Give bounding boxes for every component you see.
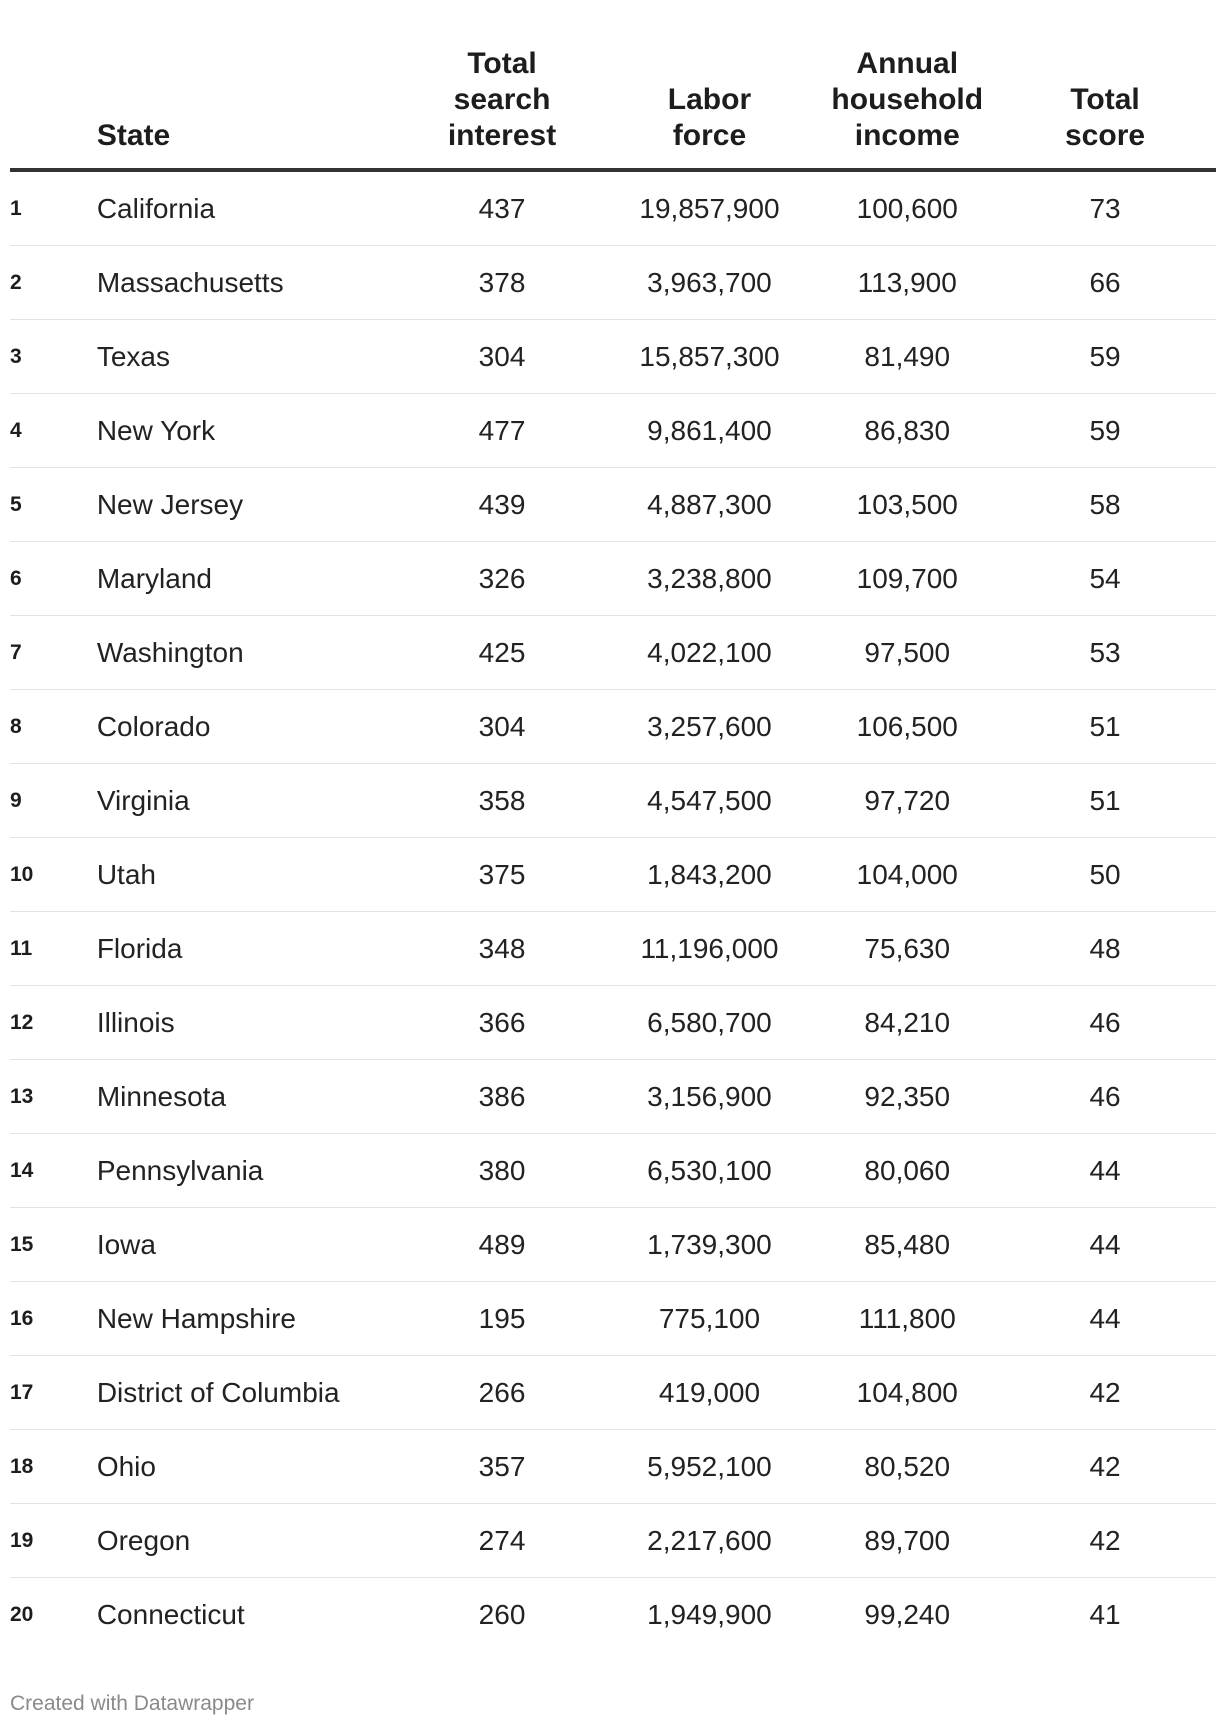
table-row xyxy=(10,912,1216,986)
table-row xyxy=(10,246,1216,320)
state-cell: Virginia xyxy=(96,784,190,816)
total-score-cell: 54 xyxy=(1089,562,1121,594)
table-row xyxy=(10,468,1216,542)
search-interest-cell: 425 xyxy=(478,636,526,668)
household-income-cell: 109,700 xyxy=(856,562,958,594)
search-interest-cell: 358 xyxy=(478,784,526,816)
state-cell: Pennsylvania xyxy=(96,1154,264,1186)
table-row xyxy=(10,320,1216,394)
rank-cell: 5 xyxy=(10,492,22,516)
total-score-cell: 66 xyxy=(1089,266,1121,298)
labor-force-cell: 3,156,900 xyxy=(647,1080,772,1112)
labor-force-cell: 2,217,600 xyxy=(647,1524,772,1556)
household-income-cell: 92,350 xyxy=(864,1080,951,1112)
household-income-cell: 80,520 xyxy=(864,1450,951,1482)
state-cell: Utah xyxy=(96,858,156,890)
data-table xyxy=(10,40,1216,1652)
household-income-cell: 99,240 xyxy=(864,1599,951,1630)
table-row xyxy=(10,1060,1216,1134)
table-row xyxy=(10,1578,1216,1652)
labor-force-cell: 11,196,000 xyxy=(640,932,779,964)
header-total-score: Total score xyxy=(1065,83,1146,152)
total-score-cell: 41 xyxy=(1089,1599,1121,1630)
state-cell: Iowa xyxy=(96,1228,156,1260)
table-row xyxy=(10,1504,1216,1578)
household-income-cell: 97,500 xyxy=(864,636,951,668)
labor-force-cell: 6,530,100 xyxy=(647,1154,772,1186)
search-interest-cell: 326 xyxy=(478,562,526,594)
total-score-cell: 46 xyxy=(1089,1080,1121,1112)
rank-cell: 3 xyxy=(10,344,22,368)
rank-cell: 10 xyxy=(10,862,34,886)
state-cell: New Hampshire xyxy=(96,1302,296,1334)
labor-force-cell: 9,861,400 xyxy=(647,414,772,446)
total-score-cell: 53 xyxy=(1089,636,1121,668)
state-cell: Connecticut xyxy=(96,1599,245,1630)
table-row xyxy=(10,394,1216,468)
header-labor-force: Labor force xyxy=(667,83,752,152)
state-cell: Massachusetts xyxy=(96,266,284,298)
table-row xyxy=(10,1208,1216,1282)
state-cell: New York xyxy=(96,414,216,446)
state-cell: Florida xyxy=(96,932,183,964)
state-cell: New Jersey xyxy=(96,488,244,520)
state-cell: Texas xyxy=(96,340,170,372)
rank-cell: 11 xyxy=(10,936,33,960)
labor-force-cell: 1,949,900 xyxy=(647,1599,772,1630)
search-interest-cell: 386 xyxy=(478,1080,526,1112)
rank-cell: 2 xyxy=(10,270,22,294)
labor-force-cell: 419,000 xyxy=(658,1376,761,1408)
household-income-cell: 89,700 xyxy=(864,1524,951,1556)
household-income-cell: 75,630 xyxy=(864,932,951,964)
labor-force-cell: 3,257,600 xyxy=(647,710,772,742)
search-interest-cell: 304 xyxy=(478,710,526,742)
header-search-interest: Total search interest xyxy=(447,47,557,152)
table-header xyxy=(10,40,1216,172)
table-row xyxy=(10,1356,1216,1430)
state-cell: Maryland xyxy=(96,562,212,594)
total-score-cell: 51 xyxy=(1089,710,1121,742)
labor-force-cell: 3,238,800 xyxy=(647,562,772,594)
search-interest-cell: 348 xyxy=(478,932,526,964)
rank-cell: 17 xyxy=(10,1380,34,1404)
total-score-cell: 42 xyxy=(1089,1376,1121,1408)
table-row xyxy=(10,172,1216,246)
table-body xyxy=(10,172,1216,1652)
rank-cell: 19 xyxy=(10,1528,34,1552)
labor-force-cell: 3,963,700 xyxy=(647,266,772,298)
household-income-cell: 106,500 xyxy=(856,710,958,742)
state-cell: Colorado xyxy=(96,710,211,742)
household-income-cell: 97,720 xyxy=(864,784,951,816)
rank-cell: 7 xyxy=(10,640,22,664)
household-income-cell: 103,500 xyxy=(856,488,958,520)
labor-force-cell: 4,022,100 xyxy=(647,636,772,668)
state-cell: Ohio xyxy=(96,1450,156,1482)
total-score-cell: 42 xyxy=(1089,1524,1121,1556)
total-score-cell: 44 xyxy=(1089,1228,1121,1260)
table-row xyxy=(10,690,1216,764)
total-score-cell: 44 xyxy=(1089,1154,1121,1186)
rank-cell: 18 xyxy=(10,1454,34,1478)
total-score-cell: 51 xyxy=(1089,784,1121,816)
rank-cell: 8 xyxy=(10,714,22,738)
table-row xyxy=(10,1134,1216,1208)
household-income-cell: 84,210 xyxy=(864,1006,951,1038)
state-cell: California xyxy=(96,192,216,224)
household-income-cell: 111,800 xyxy=(858,1302,956,1334)
table-row xyxy=(10,764,1216,838)
rank-cell: 14 xyxy=(10,1158,34,1182)
household-income-cell: 113,900 xyxy=(857,266,957,298)
labor-force-cell: 6,580,700 xyxy=(647,1006,772,1038)
rank-cell: 9 xyxy=(10,788,22,812)
rank-cell: 16 xyxy=(10,1306,34,1330)
total-score-cell: 48 xyxy=(1089,932,1121,964)
labor-force-cell: 19,857,900 xyxy=(639,192,780,224)
rank-cell: 13 xyxy=(10,1084,34,1108)
labor-force-cell: 4,887,300 xyxy=(647,488,772,520)
total-score-cell: 58 xyxy=(1089,488,1121,520)
rank-cell: 6 xyxy=(10,566,22,590)
household-income-cell: 85,480 xyxy=(864,1228,951,1260)
table-row xyxy=(10,838,1216,912)
state-cell: District of Columbia xyxy=(96,1376,340,1408)
search-interest-cell: 266 xyxy=(478,1376,526,1408)
total-score-cell: 46 xyxy=(1089,1006,1121,1038)
rank-cell: 20 xyxy=(10,1603,34,1626)
rank-cell: 12 xyxy=(10,1010,34,1034)
search-interest-cell: 477 xyxy=(478,414,526,446)
search-interest-cell: 375 xyxy=(478,858,526,890)
table-row xyxy=(10,1430,1216,1504)
labor-force-cell: 1,739,300 xyxy=(647,1228,772,1260)
total-score-cell: 44 xyxy=(1089,1302,1121,1334)
labor-force-cell: 5,952,100 xyxy=(647,1450,772,1482)
state-cell: Washington xyxy=(96,636,244,668)
household-income-cell: 100,600 xyxy=(856,192,958,224)
footer-credit: Created with Datawrapper xyxy=(10,1692,254,1715)
household-income-cell: 81,490 xyxy=(864,340,951,372)
search-interest-cell: 274 xyxy=(478,1524,526,1556)
rank-cell: 15 xyxy=(10,1232,34,1256)
total-score-cell: 59 xyxy=(1089,340,1121,372)
total-score-cell: 42 xyxy=(1089,1450,1121,1482)
search-interest-cell: 304 xyxy=(478,340,526,372)
search-interest-cell: 357 xyxy=(478,1450,526,1482)
household-income-cell: 86,830 xyxy=(864,414,951,446)
table-row xyxy=(10,616,1216,690)
rank-cell: 4 xyxy=(10,418,22,442)
search-interest-cell: 437 xyxy=(478,192,526,224)
state-cell: Illinois xyxy=(96,1006,175,1038)
total-score-cell: 59 xyxy=(1089,414,1121,446)
header-state: State xyxy=(96,119,171,152)
labor-force-cell: 15,857,300 xyxy=(639,340,780,372)
table-row xyxy=(10,542,1216,616)
household-income-cell: 80,060 xyxy=(864,1154,951,1186)
search-interest-cell: 366 xyxy=(478,1006,526,1038)
labor-force-cell: 1,843,200 xyxy=(647,858,772,890)
state-cell: Oregon xyxy=(96,1524,191,1556)
state-cell: Minnesota xyxy=(96,1080,227,1112)
total-score-cell: 50 xyxy=(1089,858,1121,890)
search-interest-cell: 378 xyxy=(478,266,526,298)
search-interest-cell: 439 xyxy=(478,488,526,520)
labor-force-cell: 775,100 xyxy=(658,1302,761,1334)
search-interest-cell: 489 xyxy=(478,1228,526,1260)
table-row xyxy=(10,1282,1216,1356)
search-interest-cell: 195 xyxy=(478,1302,526,1334)
header-household-income: Annual household income xyxy=(831,47,984,152)
search-interest-cell: 380 xyxy=(478,1154,526,1186)
household-income-cell: 104,800 xyxy=(856,1376,958,1408)
household-income-cell: 104,000 xyxy=(856,858,958,890)
search-interest-cell: 260 xyxy=(478,1599,526,1630)
rank-cell: 1 xyxy=(10,196,22,220)
labor-force-cell: 4,547,500 xyxy=(647,784,772,816)
table-row xyxy=(10,986,1216,1060)
total-score-cell: 73 xyxy=(1089,192,1121,224)
